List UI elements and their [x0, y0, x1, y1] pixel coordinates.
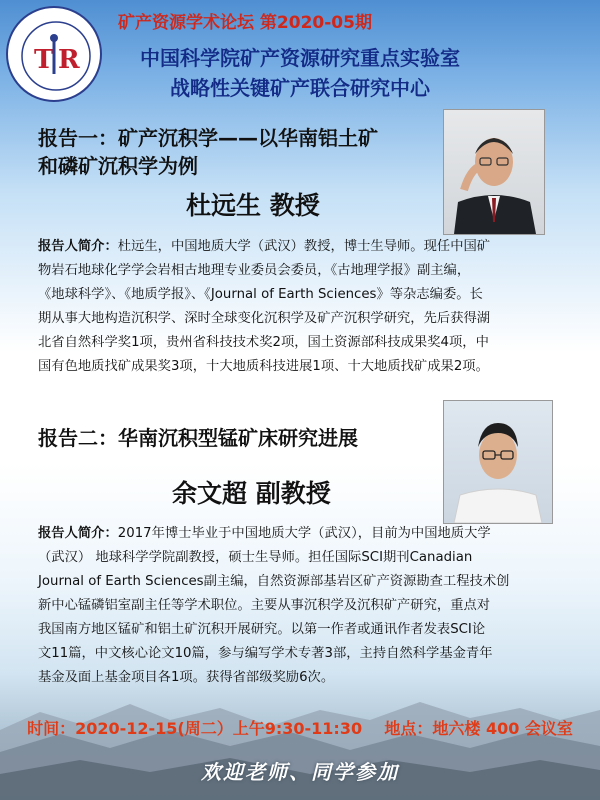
svg-text:R: R — [58, 45, 80, 75]
report2-speaker: 余文超 副教授 — [172, 479, 331, 508]
speaker-portrait-du — [443, 109, 545, 235]
report1-bio — [38, 235, 568, 379]
report1-bio-line: 杜远生，中国地质大学（武汉）教授，博士生导师。现任中国矿 — [117, 239, 491, 254]
report2-bio-line: 文11篇，中文核心论文10篇，参与编写学术专著3部，主持自然科学基金青年 — [38, 646, 493, 661]
time-location: 时间：2020-12-15(周二）上午9:30-11:30 地点：地六楼 400 会议室 — [27, 719, 573, 738]
report1-title-line1: 报告一：矿产沉积学——以华南铝土矿 — [38, 126, 378, 150]
report1-bio-line: 国有色地质找矿成果奖3项，十大地质科技进展1项、十大地质找矿成果2项。 — [38, 359, 489, 374]
report1-bio-line: 北省自然科学奖1项，贵州省科技技术奖2项，国土资源部科技成果奖4项，中 — [38, 335, 489, 350]
welcome-message: 欢迎老师、同学参加 — [201, 760, 399, 784]
report2-bio-line: 我国南方地区锰矿和铝土矿沉积开展研究。以第一作者或通讯作者发表SCI论 — [38, 622, 486, 637]
report1-bio-line: 《地球科学》、《地质学报》、《Journal of Earth Sciences》等杂志编委。长 — [38, 287, 483, 302]
report2-bio — [38, 522, 573, 690]
report2-bio-line: 基金及面上基金项目各1项。获得省部级奖励6次。 — [38, 670, 335, 685]
report1-title-line2: 和磷矿沉积学为例 — [38, 154, 198, 178]
report2-title: 报告二：华南沉积型锰矿床研究进展 — [38, 426, 358, 450]
report2-bio-line: 新中心锰磷铝室副主任等学术职位。主要从事沉积学及沉积矿产研究，重点对 — [38, 598, 491, 613]
lab-name: 中国科学院矿产资源研究重点实验室 — [140, 46, 460, 70]
report1-speaker: 杜远生 教授 — [186, 191, 320, 220]
report2-bio-label: 报告人简介： — [38, 526, 118, 541]
report1-bio-line: 物岩石地球化学学会岩相古地理专业委员会委员，《古地理学报》副主编， — [38, 263, 471, 278]
center-name: 战略性关键矿产联合研究中心 — [170, 76, 430, 100]
speaker-portrait-yu — [443, 400, 553, 524]
report1-bio-line: 期从事大地构造沉积学、深时全球变化沉积学及矿产沉积学研究，先后获得湖 — [38, 311, 491, 326]
report2-bio-line: （武汉） 地球科学学院副教授，硕士生导师。担任国际SCI期刊Canadian — [38, 550, 473, 565]
report2-bio-line: 2017年博士毕业于中国地质大学（武汉），目前为中国地质大学 — [117, 526, 491, 541]
report1-bio-label: 报告人简介： — [38, 239, 118, 254]
svg-text:T: T — [34, 45, 54, 75]
forum-title: 矿产资源学术论坛 第2020-05期 — [118, 13, 372, 33]
report2-bio-line: Journal of Earth Sciences副主编，自然资源部基岩区矿产资源勘查工程技术创 — [38, 574, 510, 589]
